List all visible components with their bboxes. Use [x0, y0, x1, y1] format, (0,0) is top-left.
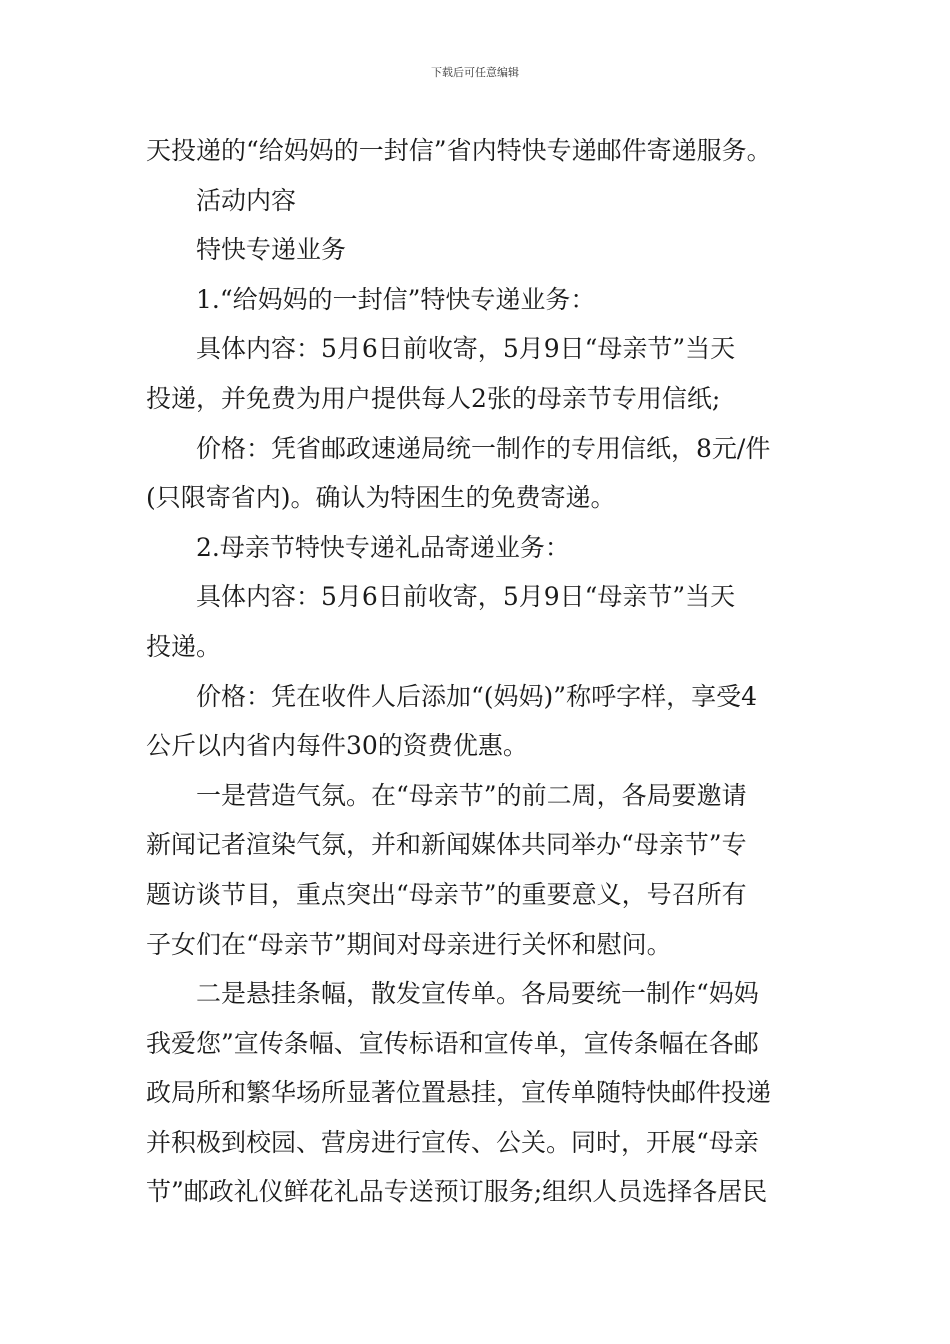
text-line: 投递。 [146, 631, 222, 661]
list-item-heading: 2.母亲节特快专递礼品寄递业务： [196, 532, 570, 562]
text-line: (只限寄省内)。确认为特困生的免费寄递。 [146, 483, 616, 513]
text-line: 二是悬挂条幅，散发宣传单。各局要统一制作“妈妈 [196, 979, 759, 1009]
page-header: 下载后可任意编辑 [431, 66, 519, 79]
text-line: 投递，并免费为用户提供每人2张的母亲节专用信纸; [146, 383, 721, 413]
text-line: 价格：凭省邮政速递局统一制作的专用信纸，8元/件 [196, 433, 771, 463]
section-heading: 活动内容 [196, 185, 297, 215]
text-line: 具体内容：5月6日前收寄，5月9日“母亲节”当天 [196, 334, 736, 364]
text-line: 一是营造气氛。在“母亲节”的前二周，各局要邀请 [196, 780, 747, 810]
text-line: 天投递的“给妈妈的一封信”省内特快专递邮件寄递服务。 [146, 136, 772, 165]
text-line: 政局所和繁华场所显著位置悬挂，宣传单随特快邮件投递 [146, 1078, 772, 1108]
document-body [146, 126, 806, 1217]
text-line: 价格：凭在收件人后添加“(妈妈)”称呼字样，享受4 [196, 681, 757, 711]
text-line: 子女们在“母亲节”期间对母亲进行关怀和慰问。 [146, 929, 672, 959]
text-line: 新闻记者渲染气氛，并和新闻媒体共同举办“母亲节”专 [146, 830, 747, 860]
text-line: 并积极到校园、营房进行宣传、公关。同时，开展“母亲 [146, 1127, 759, 1157]
text-line: 具体内容：5月6日前收寄，5月9日“母亲节”当天 [196, 582, 736, 612]
section-subheading: 特快专递业务 [196, 235, 347, 265]
text-line: 题访谈节目，重点突出“母亲节”的重要意义，号召所有 [146, 879, 747, 909]
list-item-heading: 1.“给妈妈的一封信”特快专递业务： [196, 284, 596, 314]
text-line: 我爱您”宣传条幅、宣传标语和宣传单，宣传条幅在各邮 [146, 1028, 759, 1058]
text-line: 公斤以内省内每件30的资费优惠。 [146, 731, 528, 761]
text-line: 节”邮政礼仪鲜花礼品专送预订服务;组织人员选择各居民 [146, 1177, 768, 1207]
